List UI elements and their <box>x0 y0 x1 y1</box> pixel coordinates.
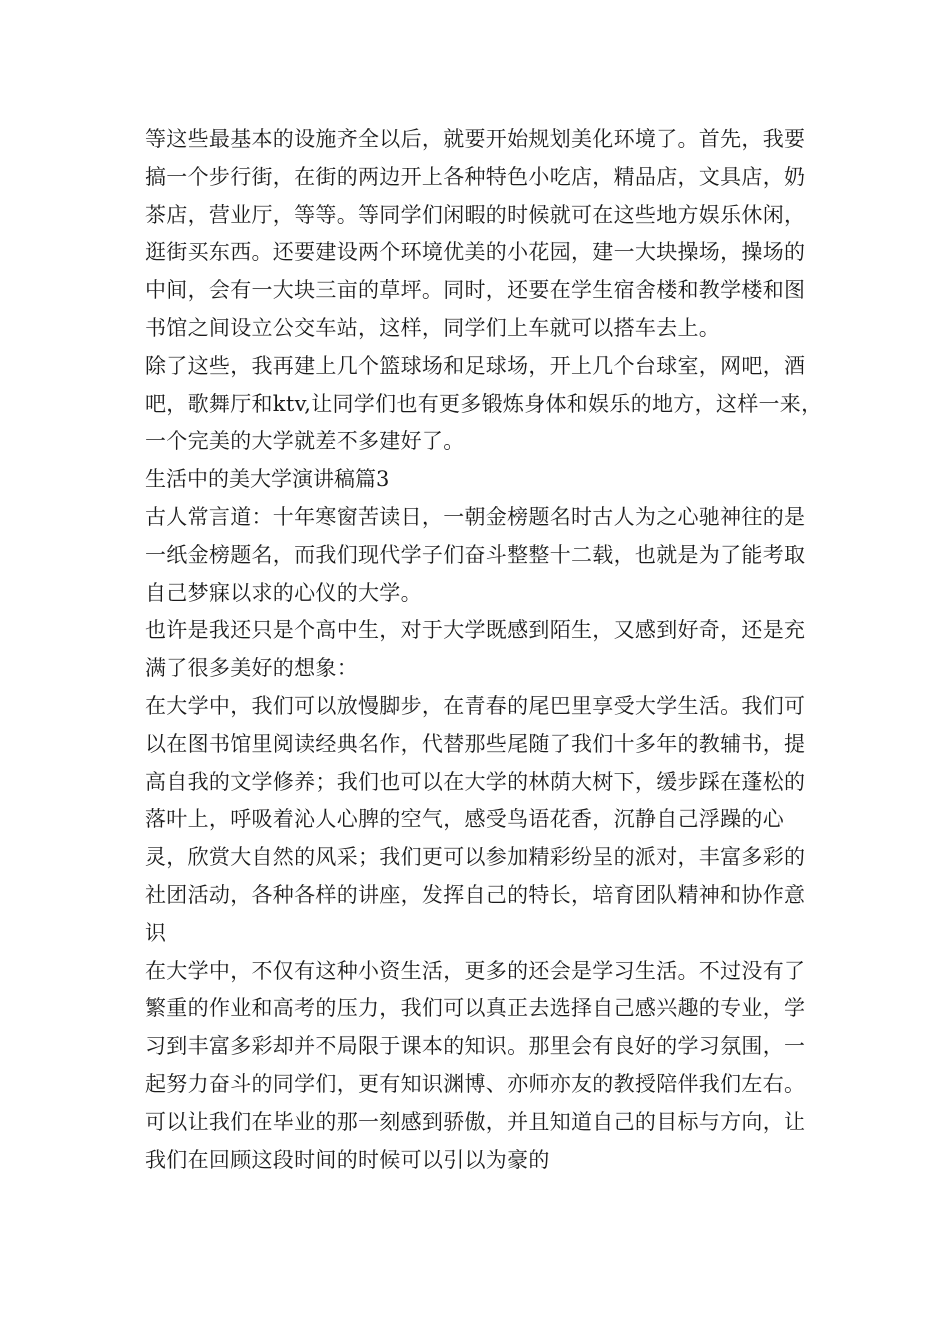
document-page <box>145 121 825 1179</box>
paragraph-4: 也许是我还只是个高中生，对于大学既感到陌生，又感到好奇，还是充满了很多美好的想象： <box>145 618 806 681</box>
paragraph-6: 在大学中，不仅有这种小资生活，更多的还会是学习生活。不过没有了繁重的作业和高考的压力，我们可以真正去选择自己感兴趣的专业，学习到丰富多彩却并不局限于课本的知识。那里会有良好的学习氛围，一起努力奋斗的同学们，更有知识渊博、亦师亦友的教授陪伴我们左右。可以让我们在毕业的那一刻感到骄傲，并且知道自己的目标与方向，让我们在回顾这段时间的时候可以引以为豪的 <box>145 958 806 1172</box>
paragraph-1: 等这些最基本的设施齐全以后，就要开始规划美化环境了。首先，我要搞一个步行街，在街的两边开上各种特色小吃店，精品店，文具店，奶茶店，营业厅，等等。等同学们闲暇的时候就可在这些地方娱乐休闲，逛街买东西。还要建设两个环境优美的小花园，建一大块操场，操场的中间，会有一大块三亩的草坪。同时，还要在学生宿舍楼和教学楼和图书馆之间设立公交车站，这样，同学们上车就可以搭车去上。 <box>145 127 806 340</box>
section-heading: 生活中的美大学演讲稿篇3 <box>145 467 390 492</box>
paragraph-5: 在大学中，我们可以放慢脚步，在青春的尾巴里享受大学生活。我们可以在图书馆里阅读经典名作，代替那些尾随了我们十多年的教辅书，提高自我的文学修养；我们也可以在大学的林荫大树下，缓步踩在蓬松的落叶上，呼吸着沁人心脾的空气，感受鸟语花香，沉静自己浮躁的心灵，欣赏大自然的风采；我们更可以参加精彩纷呈的派对，丰富多彩的社团活动，各种各样的讲座，发挥自己的特长，培育团队精神和协作意识 <box>145 693 806 945</box>
paragraph-3: 古人常言道：十年寒窗苦读日，一朝金榜题名时古人为之心驰神往的是一纸金榜题名，而我们现代学子们奋斗整整十二载，也就是为了能考取自己梦寐以求的心仪的大学。 <box>145 504 806 605</box>
paragraph-2: 除了这些，我再建上几个篮球场和足球场，开上几个台球室，网吧，酒吧，歌舞厅和ktv,让同学们也有更多锻炼身体和娱乐的地方，这样一来，一个完美的大学就差不多建好了。 <box>145 353 823 454</box>
